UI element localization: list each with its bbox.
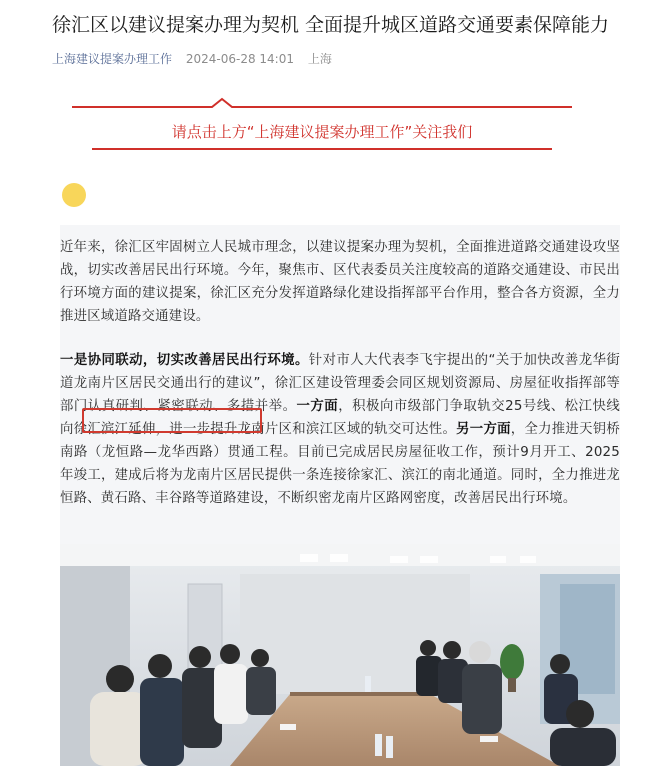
article-meta	[52, 50, 342, 67]
paragraph-2-part-2: ，积极向市级部门争取轨交25号线、	[338, 399, 565, 414]
highlight-box	[82, 408, 262, 433]
paragraph-2-part-3: 进一步提升龙南片区和滨江区域的轨交可达性。	[169, 422, 457, 437]
meeting-photo	[60, 544, 620, 766]
follow-banner	[72, 97, 572, 157]
paragraph-2-part-4: ，全力推进天钥桥南路（龙恒路—龙华西路）贯通工程。目前已完成居民房屋征收工作，预计9月开工、2025年竣工，建成后将为龙南片区居民提供一条连接徐家汇、滨江的南北通道。同时，全力推进龙恒路、黄石路、丰谷路等道路建设，不断织密龙南片区路网密度，改善居民出行环境。	[60, 422, 620, 506]
article-title: 徐汇区以建议提案办理为契机 全面提升城区道路交通要素保障能力	[52, 14, 610, 36]
yellow-dot-icon	[62, 183, 86, 207]
paragraph-2-part-1: 针对市人大代表李飞宇提出的“关于加快改善龙华街道龙南片区居民交通出行的建议”，徐汇区建设管理委会同区规划资源局、房屋征收指挥部等部门认真研判、紧密联动、多措并举。	[60, 353, 620, 414]
paragraph-2-bold-2: 另一方面	[456, 422, 511, 437]
account-name[interactable]: 上海建议提案办理工作	[52, 52, 173, 66]
meeting-room-photo	[60, 544, 620, 766]
follow-banner-text: 请点击上方“上海建议提案办理工作”关注我们	[171, 123, 473, 141]
paragraph-1: 近年来，徐汇区牢固树立人民城市理念，以建议提案办理为契机，全面推进道路交通建设攻坚战，切实改善居民出行环境。今年，聚焦市、区代表委员关注度较高的道路交通建设、市民出行环境方面的建议提案，徐汇区充分发挥道路绿化建设指挥部平台作用，整合各方资源，全力推进区域道路交通建设。	[60, 240, 620, 324]
publish-datetime: 2024-06-28 14:01	[185, 52, 294, 66]
paragraph-2-lead: 一是协同联动，切实改善居民出行环境。	[60, 353, 309, 368]
paragraph-2-bold-1: 一方面	[296, 399, 339, 414]
publish-location: 上海	[307, 52, 332, 66]
highlighted-phrase: 松江快线向徐汇滨江延伸，	[60, 399, 620, 437]
